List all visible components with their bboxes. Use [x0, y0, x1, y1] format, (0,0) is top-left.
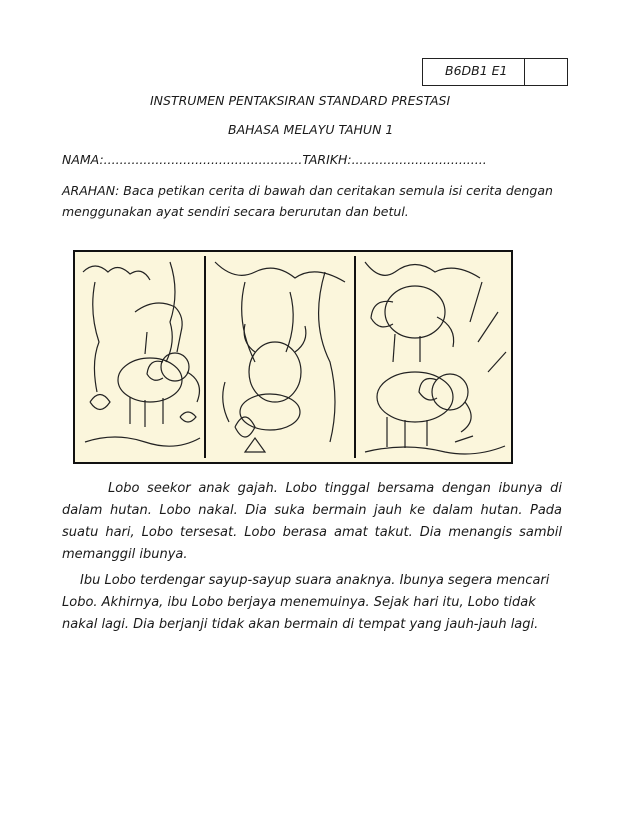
- elephant-story-drawing: [75, 252, 511, 462]
- document-subtitle: BAHASA MELAYU TAHUN 1: [228, 122, 394, 137]
- panel-1-drawing: [83, 262, 200, 446]
- story-paragraph-1-text: Lobo seekor anak gajah. Lobo tinggal bersama dengan ibunya di dalam hutan. Lobo nakal. Dia suka bermain jauh ke dalam hutan. Pada suatu hari, Lobo tersesat. Lobo berasa amat takut. Dia menangis sambil memanggil ibunya.: [62, 481, 562, 562]
- name-date-line: NAMA:..................................................TARIKH:..................................: [62, 152, 487, 167]
- document-code: B6DB1 E1: [423, 59, 525, 85]
- score-cell: [525, 59, 567, 85]
- story-paragraph-2: [62, 570, 562, 636]
- code-box: [422, 58, 568, 86]
- panel-2-drawing: [215, 262, 345, 452]
- story-illustration: [73, 250, 513, 464]
- story-paragraph-1: [62, 478, 562, 566]
- panel-3-drawing: [365, 262, 506, 454]
- instruction-text: ARAHAN: Baca petikan cerita di bawah dan ceritakan semula isi cerita dengan menggunakan ayat sendiri secara berurutan dan betul.: [62, 183, 553, 219]
- story-paragraph-2-text: Ibu Lobo terdengar sayup-sayup suara anaknya. Ibunya segera mencari Lobo. Akhirnya, ibu Lobo berjaya menemuinya. Sejak hari itu, Lobo tidak nakal lagi. Dia berjanji tidak akan bermain di tempat yang jauh-jauh lagi.: [62, 573, 550, 632]
- document-title: INSTRUMEN PENTAKSIRAN STANDARD PRESTASI: [150, 93, 451, 108]
